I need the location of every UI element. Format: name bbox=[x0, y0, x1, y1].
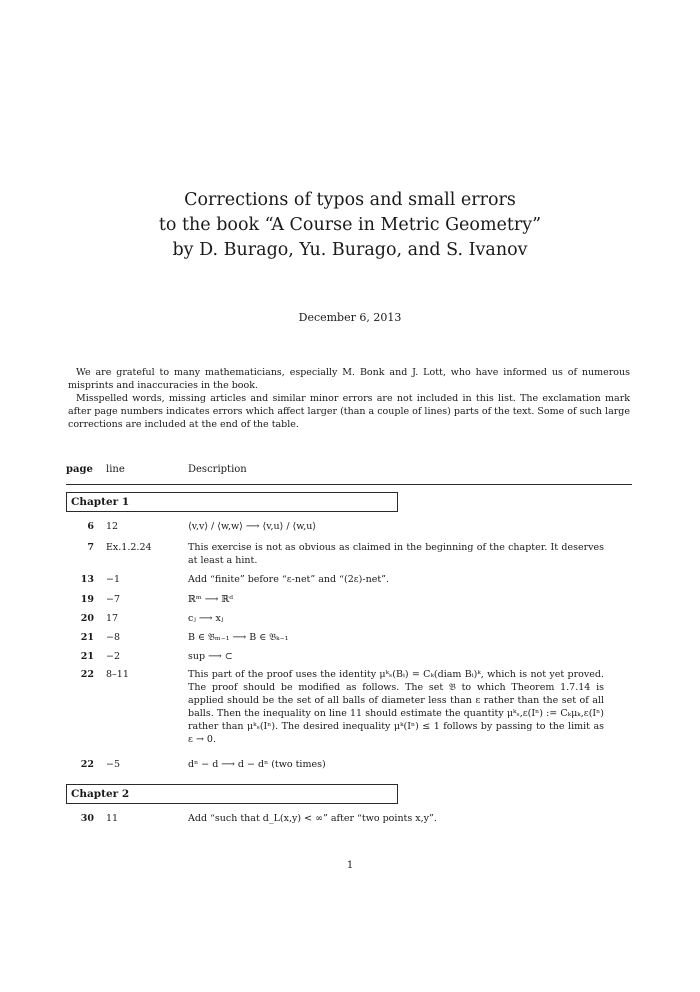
row-description: ℝᵐ ⟶ ℝᵈ bbox=[188, 594, 234, 605]
row-line: −5 bbox=[106, 759, 121, 770]
title-line-3: by D. Burago, Yu. Burago, and S. Ivanov bbox=[172, 240, 528, 260]
row-line: 8–11 bbox=[106, 669, 129, 680]
page-number: 1 bbox=[346, 860, 354, 871]
row-line: −8 bbox=[106, 632, 121, 643]
header-rule bbox=[66, 484, 632, 485]
title-line-2: to the book “A Course in Metric Geometry” bbox=[158, 215, 542, 235]
row-description: Add “finite” before “ε-net” and “(2ε)-net”. bbox=[188, 574, 390, 585]
row-page: 30 bbox=[80, 813, 94, 824]
column-header-description: Description bbox=[188, 464, 247, 475]
row-description: sup ⟶ ⊂ bbox=[188, 651, 233, 662]
row-page: 7 bbox=[87, 542, 94, 553]
row-line: 11 bbox=[106, 813, 119, 824]
row-description: Add “such that d_L(x,y) < ∞” after “two points x,y”. bbox=[188, 813, 437, 824]
row-page: 20 bbox=[80, 613, 94, 624]
chapter-heading: Chapter 2 bbox=[66, 784, 398, 804]
row-line: 12 bbox=[106, 521, 119, 532]
row-page: 22 bbox=[80, 669, 94, 680]
intro-paragraph-1: We are grateful to many mathematicians, especially M. Bonk and J. Lott, who have informed us of numerous misprints and inaccuracies in the book. bbox=[68, 367, 630, 391]
row-description: dⁿ − d ⟶ d − dⁿ (two times) bbox=[188, 759, 326, 770]
row-page: 13 bbox=[80, 574, 94, 585]
row-page: 21 bbox=[80, 632, 94, 643]
row-page: 21 bbox=[80, 651, 94, 662]
row-page: 6 bbox=[87, 521, 94, 532]
row-description: B ∈ 𝔅ₘ₋₁ ⟶ B ∈ 𝔅ₖ₋₁ bbox=[188, 632, 289, 643]
row-description: This part of the proof uses the identity μᵏₛ(Bᵢ) = Cₖ(diam Bᵢ)ᵏ, which is not yet proved. The proof should be modified as follows. The set 𝔅 to which Theorem 1.7.14 is applied should be the set of all balls of diameter less than ε rather than the set of all balls. Then the inequality on line 11 should estimate the quantity μᵏₛ,ε(Iⁿ) := Cₖμₖ,ε(Iⁿ) rather than μᵏₛ(Iⁿ). The desired inequality μᵏ(Iⁿ) ≤ 1 follows by passing to the limit as ε → 0. bbox=[188, 669, 604, 745]
row-description: cⱼ ⟶ xⱼ bbox=[188, 613, 224, 624]
row-line: 17 bbox=[106, 613, 119, 624]
row-line: −2 bbox=[106, 651, 121, 662]
row-page: 19 bbox=[80, 594, 94, 605]
document-date: December 6, 2013 bbox=[298, 311, 402, 324]
chapter-heading: Chapter 1 bbox=[66, 492, 398, 512]
column-header-line: line bbox=[106, 464, 125, 475]
column-header-page: page bbox=[66, 464, 93, 475]
row-page: 22 bbox=[80, 759, 94, 770]
row-line: Ex.1.2.24 bbox=[106, 542, 152, 553]
intro-paragraphs bbox=[68, 366, 630, 431]
row-line: −7 bbox=[106, 594, 121, 605]
row-description: ⟨v,v⟩ / ⟨w,w⟩ ⟶ ⟨v,u⟩ / ⟨w,u⟩ bbox=[188, 521, 317, 532]
document-title bbox=[60, 188, 640, 263]
row-description: This exercise is not as obvious as claimed in the beginning of the chapter. It deserves at least a hint. bbox=[188, 542, 604, 566]
intro-paragraph-2: Misspelled words, missing articles and similar minor errors are not included in this list. The exclamation mark after page numbers indicates errors which affect larger (than a couple of lines) parts of the text. Some of such large corrections are included at the end of the table. bbox=[68, 393, 630, 430]
title-line-1: Corrections of typos and small errors bbox=[184, 190, 516, 210]
row-line: −1 bbox=[106, 574, 121, 585]
